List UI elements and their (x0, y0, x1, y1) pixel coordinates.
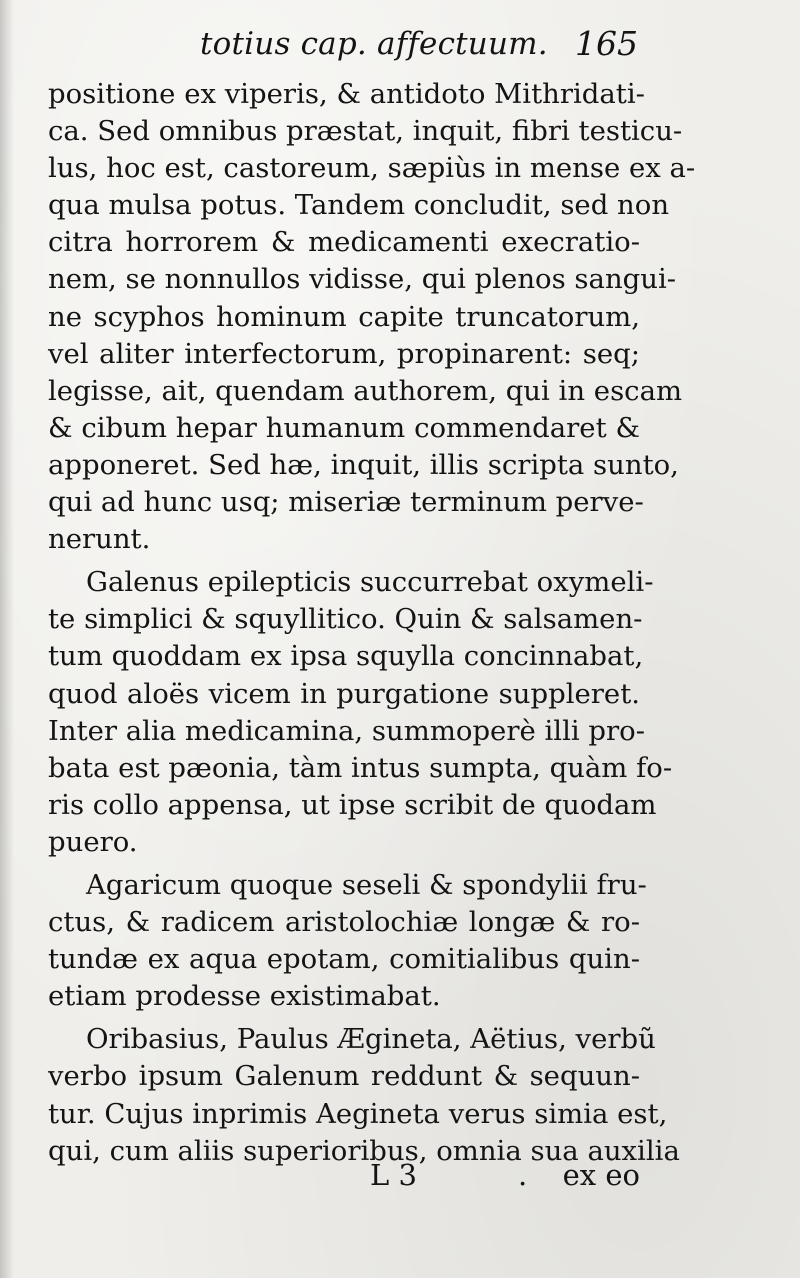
catchword: ex eo (562, 1158, 640, 1192)
text-line: etiam prodesse existimabat. (48, 980, 441, 1013)
paragraph (48, 564, 673, 861)
body-text (48, 76, 696, 1170)
text-line: qui ad hunc usq; miseriæ terminum perve- (48, 486, 644, 519)
text-line: Oribasius, Paulus Ægineta, Aëtius, verbũ (86, 1023, 656, 1056)
text-line: lus, hoc est, castoreum, sæpiùs in mense ex a- (48, 152, 696, 185)
paragraph (48, 1021, 680, 1169)
text-line: apponeret. Sed hæ, inquit, illis scripta sunto, (48, 448, 679, 481)
text-line: Inter alia medicamina, summoperè illi pro- (48, 714, 646, 747)
paragraph (48, 76, 696, 558)
text-line: quod aloës vicem in purgatione suppleret. (48, 677, 640, 710)
text-line: bata est pæonia, tàm intus sumpta, quàm fo- (48, 751, 673, 784)
text-line: vel aliter interfectorum, propinarent: seq; (48, 337, 640, 370)
page-footer (370, 1158, 640, 1198)
text-line: ca. Sed omnibus præstat, inquit, fibri testicu- (48, 115, 683, 148)
text-line: verbo ipsum Galenum reddunt & sequun- (48, 1060, 640, 1093)
paragraph (48, 867, 647, 1015)
text-line: ris collo appensa, ut ipse scribit de quodam (48, 788, 657, 821)
running-title: totius cap. affectuum. (200, 26, 548, 62)
text-line: qui, cum aliis superioribus, omnia sua auxilia (48, 1134, 680, 1167)
text-line: tum quoddam ex ipsa squylla concinnabat, (48, 640, 644, 673)
text-line: & cibum hepar humanum commendaret & (48, 411, 640, 444)
text-line: ctus, & radicem aristolochiæ longæ & ro- (48, 906, 640, 939)
text-line: puero. (48, 825, 138, 858)
signature-mark: L 3 (370, 1158, 417, 1192)
text-line: positione ex viperis, & antidoto Mithridati- (48, 78, 645, 110)
text-line: citra horrorem & medicamenti execratio- (48, 226, 640, 259)
text-line: Galenus epilepticis succurrebat oxymeli- (86, 566, 654, 599)
page-header (200, 14, 650, 74)
gutter-shadow (0, 0, 14, 1278)
text-line: legisse, ait, quendam authorem, qui in escam (48, 374, 683, 407)
footer-dot: . (518, 1158, 528, 1192)
text-line: ne scyphos hominum capite truncatorum, (48, 300, 640, 333)
page-number: 165 (575, 24, 638, 63)
text-line: nerunt. (48, 523, 151, 556)
text-line: te simplici & squyllitico. Quin & salsamen- (48, 603, 643, 636)
text-line: nem, se nonnullos vidisse, qui plenos sangui- (48, 263, 677, 296)
text-line: Agaricum quoque seseli & spondylii fru- (86, 868, 647, 901)
text-line: tundæ ex aqua epotam, comitialibus quin- (48, 943, 640, 976)
text-line: qua mulsa potus. Tandem concludit, sed non (48, 189, 670, 222)
text-line: tur. Cujus inprimis Aegineta verus simia est, (48, 1097, 668, 1130)
